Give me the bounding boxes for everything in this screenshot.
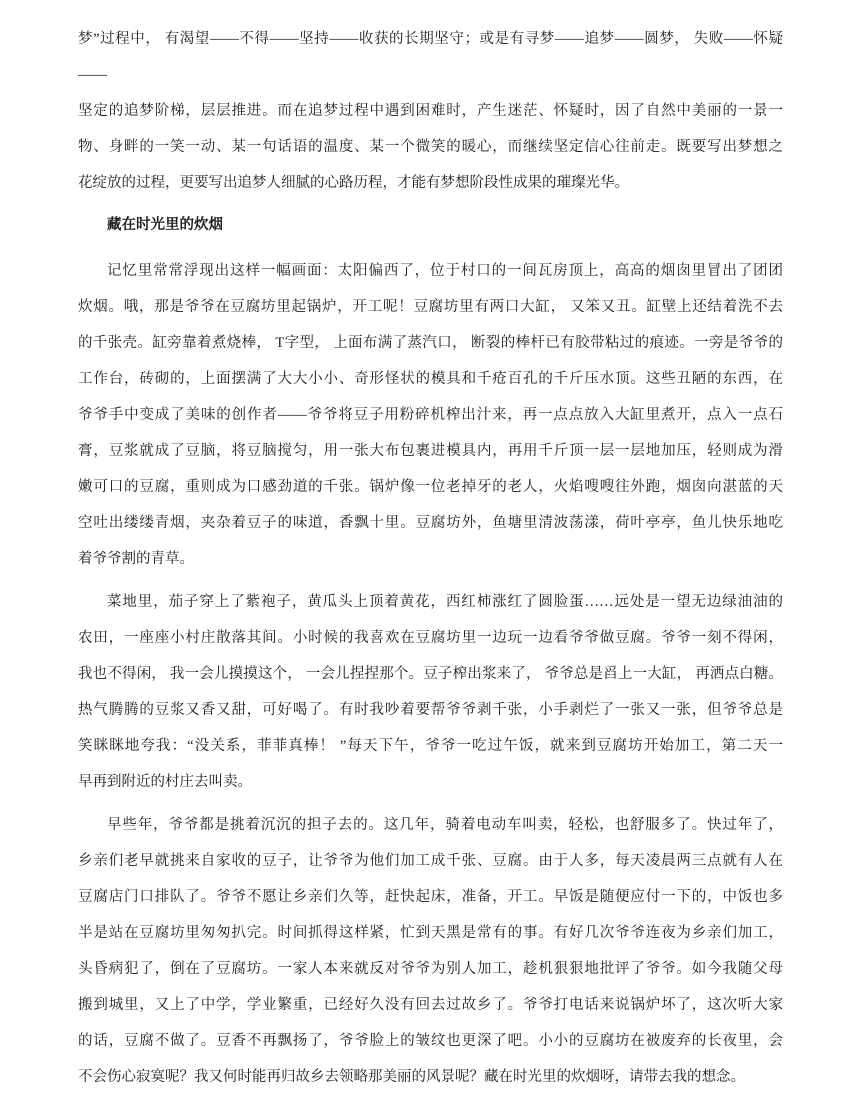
- paragraph: [78, 21, 783, 201]
- text-line: 农田，一座座小村庄散落其间。小时候的我喜欢在豆腐坊里一边玩一边看爷爷做豆腐。爷爷一刻不得闲，: [78, 630, 783, 646]
- text-line: 炊烟。哦，那是爷爷在豆腐坊里起锅炉，开工呢！豆腐坊里有两口大缸， 又笨又丑。缸壁上还结着洗不去: [78, 299, 783, 315]
- text-line: 梦”过程中， 有渴望——不得——坚持——收获的长期坚守；或是有寻梦——追梦——圆梦， 失败——怀疑——: [78, 31, 783, 83]
- text-line: 半是站在豆腐坊里匆匆扒完。时间抓得这样紧，忙到天黑是常有的事。有好几次爷爷连夜为乡亲们加工，: [78, 925, 783, 941]
- paragraph: [78, 807, 783, 1095]
- text-line: 记忆里常常浮现出这样一幅画面：太阳偏西了，位于村口的一间瓦房顶上，高高的烟囱里冒出了团团: [107, 263, 783, 279]
- text-line: 的千张壳。缸旁靠着煮烧棒， T字型， 上面布满了蒸汽口， 断裂的棒杆已有胶带粘过的痕迹。一旁是爷爷的: [78, 335, 783, 351]
- text-line: 花绽放的过程，更要写出追梦人细腻的心路历程，才能有梦想阶段性成果的璀璨光华。: [78, 175, 629, 191]
- paragraph: [78, 253, 783, 577]
- text-line: 我也不得闲， 我一会儿摸摸这个， 一会儿捏捏那个。豆子榨出浆来了， 爷爷总是舀上一大缸， 再洒点白糖。: [78, 666, 783, 682]
- text-line: 物、身畔的一笑一动、某一句话语的温度、某一个微笑的暖心，而继续坚定信心往前走。既要写出梦想之: [78, 139, 783, 155]
- text-line: 工作台，砖砌的，上面摆满了大大小小、奇形怪状的模具和千疮百孔的千斤压水顶。这些丑陋的东西，在: [78, 371, 783, 387]
- section-heading: [78, 207, 783, 243]
- text-line: 不会伤心寂寞呢？我又何时能再归故乡去领略那美丽的风景呢？藏在时光里的炊烟呀，请带去我的想念。: [78, 1069, 745, 1085]
- text-line: 早再到附近的村庄去叫卖。: [78, 774, 252, 790]
- text-line: 着爷爷割的青草。: [78, 551, 194, 567]
- text-line: 坚定的追梦阶梯，层层推进。而在追梦过程中遇到困难时，产生迷茫、怀疑时，因了自然中美丽的一景一: [78, 103, 783, 119]
- text-line: 头昏病犯了，倒在了豆腐坊。一家人本来就反对爷爷为别人加工，趁机狠狠地批评了爷爷。如今我随父母: [78, 961, 783, 977]
- text-line: 的话，豆腐不做了。豆香不再飘扬了，爷爷脸上的皱纹也更深了吧。小小的豆腐坊在被废弃的长夜里，会: [78, 1033, 783, 1049]
- text-line: 空吐出缕缕青烟，夹杂着豆子的味道，香飘十里。豆腐坊外，鱼塘里清波荡漾，荷叶亭亭，鱼儿快乐地吃: [78, 515, 783, 531]
- text-line: 乡亲们老早就挑来自家收的豆子，让爷爷为他们加工成千张、豆腐。由于人多，每天凌晨两三点就有人在: [78, 853, 783, 869]
- heading-text: 藏在时光里的炊烟: [107, 217, 223, 233]
- text-line: 菜地里，茄子穿上了紫袍子，黄瓜头上顶着黄花，西红柿涨红了圆脸蛋……远处是一望无边绿油油的: [107, 594, 783, 610]
- text-line: 热气腾腾的豆浆又香又甜，可好喝了。有时我吵着要帮爷爷剥千张，小手剥烂了一张又一张，但爷爷总是: [78, 702, 783, 718]
- text-line: 爷爷手中变成了美味的创作者——爷爷将豆子用粉碎机榨出汁来，再一点点放入大缸里煮开，点入一点石: [78, 407, 783, 423]
- text-line: 豆腐店门口排队了。爷爷不愿让乡亲们久等，赶快起床，准备，开工。早饭是随便应付一下的，中饭也多: [78, 889, 783, 905]
- text-line: 嫩可口的豆腐，重则成为口感劲道的千张。锅炉像一位老掉牙的老人，火焰嗖嗖往外跑，烟囱向湛蓝的天: [78, 479, 783, 495]
- text-line: 早些年，爷爷都是挑着沉沉的担子去的。这几年，骑着电动车叫卖，轻松，也舒服多了。快过年了，: [107, 817, 783, 833]
- text-line: 笑眯眯地夸我：“没关系，菲菲真棒！ ”每天下午，爷爷一吃过午饭，就来到豆腐坊开始加工，第二天一: [78, 738, 783, 754]
- text-line: 膏，豆浆就成了豆脑，将豆脑搅匀，用一张大布包裹进模具内，再用千斤顶一层一层地加压，轻则成为滑: [78, 443, 783, 459]
- text-line: 搬到城里，又上了中学，学业繁重，已经好久没有回去过故乡了。爷爷打电话来说锅炉坏了，这次听大家: [78, 997, 783, 1013]
- paragraph: [78, 584, 783, 800]
